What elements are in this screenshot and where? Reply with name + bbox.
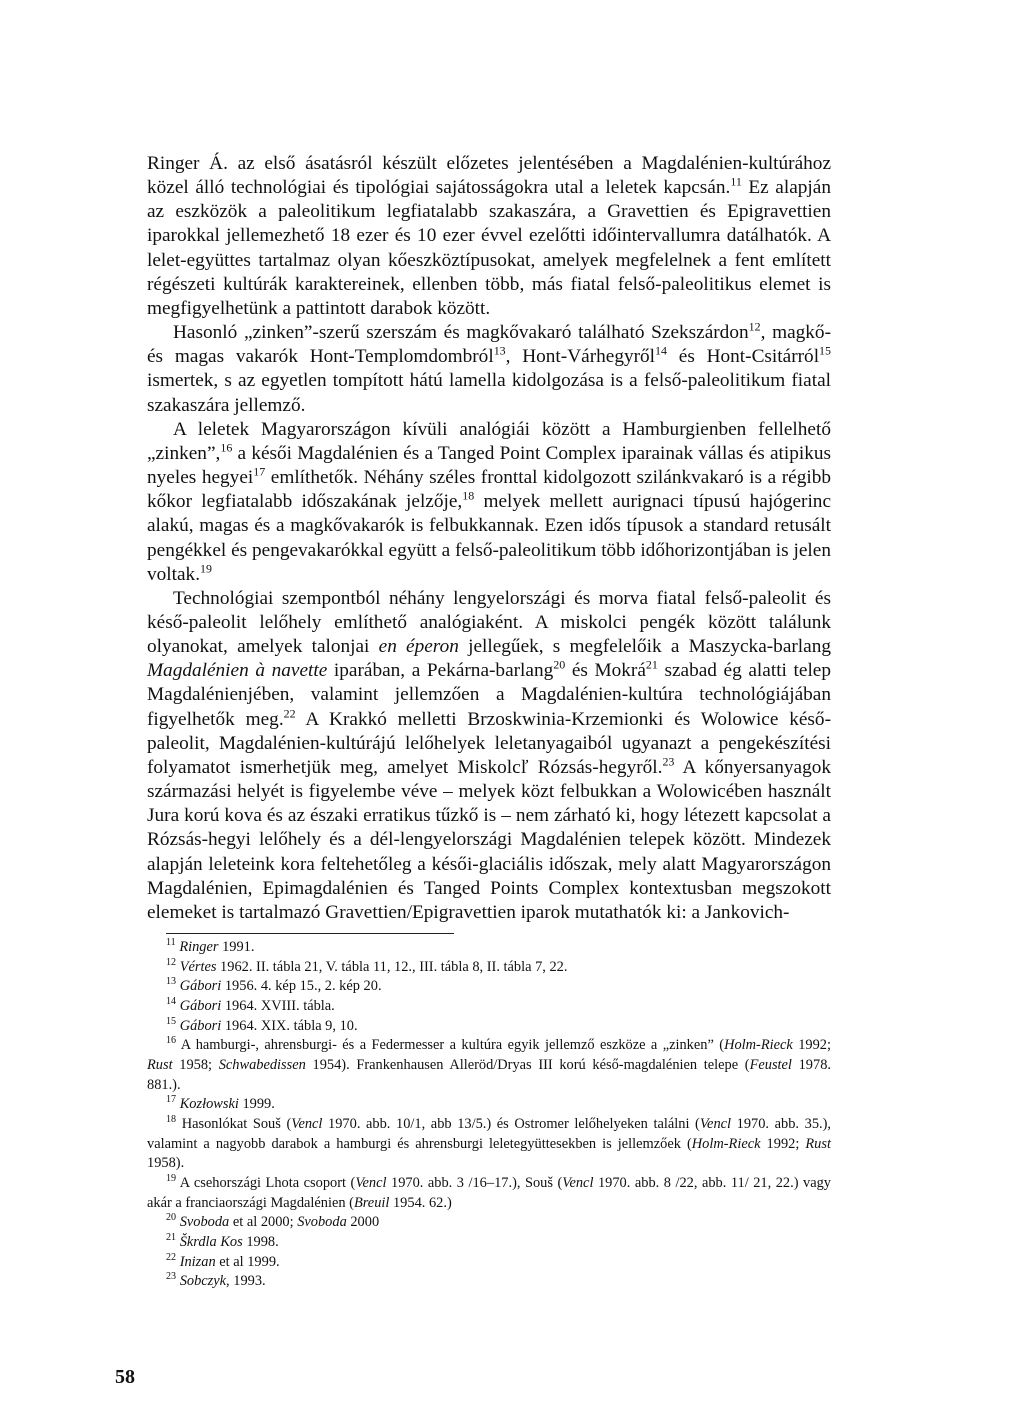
text-run: Hasonlókat Souš ( xyxy=(176,1115,292,1132)
text-run: A kőnyersanyagok származási helyét is figyelembe véve – melyek közt felbukkan a Wolowicében használt Jura korú kova és az északi erratikus tűzkő is – nem zárható ki, hogy létezett kapcsolat a Rózsás-hegyi lelőhely és a dél-lengyelországi Magdalénien telepek között. Mindezek alapján leleteink kora feltehetőleg a késői-glaciális időszak, mely alatt Magyarországon Magdalénien, Epimagdalénien és Tanged Points Complex kontextusban megszokott elemeket is tartalmazó Gravettien/Epigravettien iparok mutathatók ki: a Jankovich- xyxy=(147,756,831,923)
italic-text: Schwabedissen xyxy=(218,1056,306,1073)
text-run: iparában, a Pekárna-barlang xyxy=(327,660,554,682)
footnote-11 xyxy=(147,938,831,958)
italic-text: Magdalénien à navette xyxy=(147,660,328,682)
footnote-19 xyxy=(147,1174,831,1213)
italic-text: Gábori xyxy=(179,1017,222,1034)
text-run: 1970. abb. 8 /22, abb. 11/ 21, 22.) vagy akár a franciaországi Magdalénien ( xyxy=(147,1174,831,1211)
italic-text: Rust xyxy=(147,1056,173,1073)
text-run: a késői Magdalénien és a Tanged Point Complex iparainak vállas és atipikus nyeles hegyei xyxy=(147,442,831,489)
footnote-marker: 18 xyxy=(462,488,475,503)
footnote-marker: 15 xyxy=(166,1015,177,1027)
footnote-17 xyxy=(147,1095,831,1115)
footnote-marker: 16 xyxy=(166,1035,177,1047)
text-run: A hamburgi-, ahrensburgi- és a Federmesser a kultúra egyik jellemző eszköze a „zinken” ( xyxy=(176,1037,725,1054)
italic-text: Svoboda xyxy=(179,1214,230,1231)
italic-text: Feustel xyxy=(749,1056,792,1073)
text-run: 1970. abb. 35.), valamint a nagyobb darabok a hamburgi és ahrensburgi leletegyüttesekben is jellemzőek ( xyxy=(147,1115,832,1152)
footnote-marker: 17 xyxy=(253,464,266,479)
text-run: 1958; xyxy=(172,1056,219,1073)
footnote-marker: 18 xyxy=(166,1114,177,1126)
italic-text: Vértes xyxy=(179,958,217,975)
text-run: 1962. II. tábla 21, V. tábla 11, 12., III. tábla 8, II. tábla 7, 22. xyxy=(216,958,568,975)
footnote-separator xyxy=(166,933,454,934)
footnote-13 xyxy=(147,977,831,997)
text-run: melyek mellett aurignaci típusú hajógerinc alakú, magas és a magkővakarók is felbukkannak. Ezen idős típusok a standard retusált pengékkel és pengevakarókkal együtt a felső-paleolitikum több időhorizontjában is jelen voltak. xyxy=(147,491,831,585)
text-run: Ringer Á. az első ásatásról készült előzetes jelentésében a Magdalénien-kultúrához közel álló technológiai és tipológiai sajátosságokra utal a leletek kapcsán. xyxy=(147,153,831,199)
text-run: szabad ég alatti telep Magdalénienjében, valamint jellemzően a Magdalénien-kultúra technológiájában figyelhetők meg. xyxy=(147,660,832,730)
italic-text: Gábori xyxy=(179,997,222,1014)
text-run: 1970. abb. 10/1, abb 13/5.) és Ostromer lelőhelyeken találni ( xyxy=(322,1115,700,1132)
italic-text: Holm-Rieck xyxy=(724,1037,793,1054)
text-run: jellegűek, s megfelelőik a Maszycka-barlang xyxy=(458,636,831,658)
text-run: A Krakkó melletti Brzoskwinia-Krzemionki és Wolowice késő-paleolit, Magdalénien-kultúrájú lelőhelyek leletanyagaiból ugyanazt a pengekészítési folyamatot ismerhetjük meg, amelyet Miskolcľ Rózsás-hegyről. xyxy=(147,708,831,778)
text-run: 1954). Frankenhausen Alleröd/Dryas III korú késő-magdalénien telepe ( xyxy=(305,1056,750,1073)
text-run: , 1993. xyxy=(226,1273,266,1290)
footnote-marker: 20 xyxy=(166,1212,177,1224)
italic-text: Vencl xyxy=(291,1115,323,1132)
page-number: 58 xyxy=(115,1366,135,1388)
footnote-marker: 13 xyxy=(166,976,177,988)
footnote-marker: 19 xyxy=(166,1173,177,1185)
footnotes xyxy=(147,938,831,1292)
italic-text: Inizan xyxy=(179,1253,216,1270)
footnote-marker: 22 xyxy=(283,706,296,721)
text-run: 1970. abb. 3 /16–17.), Souš ( xyxy=(386,1174,563,1191)
text-run: Technológiai szempontból néhány lengyelországi és morva fiatal felső-paleolit és késő-paleolit lelőhely említhető analógiaként. A miskolci pengék között találunk olyanokat, amelyek talonjai xyxy=(147,587,831,658)
text-run: 2000 xyxy=(346,1214,380,1231)
text-run: ismertek, s az egyetlen tompított hátú lamella kidolgozása is a felső-paleolitikum fiatal szakaszára jellemző. xyxy=(147,370,831,416)
footnote-marker: 12 xyxy=(166,956,177,968)
footnote-marker: 19 xyxy=(200,561,212,576)
footnote-12 xyxy=(147,958,831,978)
footnote-marker: 21 xyxy=(645,657,658,672)
text-run: 1991. xyxy=(218,939,255,955)
paragraph-1 xyxy=(147,152,831,321)
footnote-marker: 20 xyxy=(553,657,566,672)
paragraph-2 xyxy=(147,321,831,418)
footnote-marker: 23 xyxy=(662,754,675,769)
italic-text: Gábori xyxy=(179,978,222,995)
footnote-marker: 22 xyxy=(166,1251,177,1263)
text-run: 1958). xyxy=(147,1155,185,1172)
text-run: Ez alapján az eszközök a paleolitikum legfiatalabb szakaszára, a Gravettien és Epigravettien iparokkal jellemezhető 18 ezer és 10 ezer évvel ezelőtti időintervallumra datálhatók. A lelet-együttes tartalmaz olyan kőeszköztípusokat, amelyek megfelelnek a fent említett régészeti kultúrák karaktereinek, ellenben több, más fiatal felső-paleolitikus elemet is megfigyelhetünk a pattintott darabok között. xyxy=(147,177,831,319)
text-run: 1978. 881.). xyxy=(147,1056,831,1093)
text-run: Hasonló „zinken”-szerű szerszám és magkővakaró található Szekszárdon xyxy=(173,322,749,344)
text-run: A leletek Magyarországon kívüli analógiái között a Hamburgienben fellelhető „zinken”, xyxy=(147,418,831,464)
body-text xyxy=(147,152,831,925)
italic-text: Vencl xyxy=(699,1115,732,1132)
italic-text: Sobczyk xyxy=(179,1273,227,1290)
footnote-marker: 12 xyxy=(748,319,761,334)
italic-text: Ringer xyxy=(179,939,219,955)
footnote-marker: 15 xyxy=(819,343,831,358)
text-run: 1992; xyxy=(792,1037,831,1054)
italic-text: Kozłowski xyxy=(179,1096,239,1113)
text-run: , magkő- és magas vakarók Hont-Templomdombról xyxy=(147,322,831,368)
italic-text: Vencl xyxy=(562,1174,594,1191)
footnote-marker: 21 xyxy=(166,1232,177,1244)
footnote-18 xyxy=(147,1115,831,1174)
footnote-marker: 14 xyxy=(166,996,177,1008)
footnote-marker: 23 xyxy=(166,1271,177,1283)
italic-text: Škrdla Kos xyxy=(179,1233,243,1250)
footnote-15 xyxy=(147,1017,831,1037)
italic-text: Svoboda xyxy=(297,1214,347,1231)
text-run: 1954. 62.) xyxy=(389,1194,452,1211)
footnote-20 xyxy=(147,1213,831,1233)
text-run: és Hont-Csitárról xyxy=(666,346,820,368)
text-run: 1992; xyxy=(760,1135,806,1152)
italic-text: Vencl xyxy=(355,1174,387,1191)
text-run: et al 1999. xyxy=(215,1253,280,1270)
text-run: és Mokrá xyxy=(565,660,646,682)
text-run: említhetők. Néhány széles fronttal kidolgozott szilánkvakaró is a régibb kőkor legfiatalabb időszakának jelzője, xyxy=(147,467,831,513)
footnote-marker: 13 xyxy=(493,343,506,358)
footnote-marker: 16 xyxy=(220,440,233,455)
footnote-marker: 17 xyxy=(166,1094,177,1106)
text-run: 1956. 4. kép 15., 2. kép 20. xyxy=(221,978,382,995)
footnote-21 xyxy=(147,1233,831,1253)
text-run: 1964. XIX. tábla 9, 10. xyxy=(221,1017,358,1034)
footnote-16 xyxy=(147,1036,831,1095)
paragraph-4 xyxy=(147,587,831,925)
italic-text: Rust xyxy=(805,1135,831,1152)
text-run: 1998. xyxy=(242,1233,279,1250)
footnote-22 xyxy=(147,1253,831,1273)
italic-text: en éperon xyxy=(378,636,459,658)
italic-text: Holm-Rieck xyxy=(691,1135,761,1152)
footnote-marker: 11 xyxy=(730,174,742,189)
italic-text: Breuil xyxy=(353,1194,390,1211)
footnote-marker: 14 xyxy=(655,343,667,358)
text-run: 1999. xyxy=(238,1096,275,1113)
paragraph-3 xyxy=(147,418,831,587)
footnote-23 xyxy=(147,1272,831,1292)
text-run: A csehországi Lhota csoport ( xyxy=(176,1174,356,1191)
footnote-14 xyxy=(147,997,831,1017)
text-run: 1964. XVIII. tábla. xyxy=(221,997,335,1014)
footnote-marker: 11 xyxy=(166,937,176,949)
text-run: et al 2000; xyxy=(229,1214,298,1231)
text-run: , Hont-Várhegyről xyxy=(505,346,656,368)
